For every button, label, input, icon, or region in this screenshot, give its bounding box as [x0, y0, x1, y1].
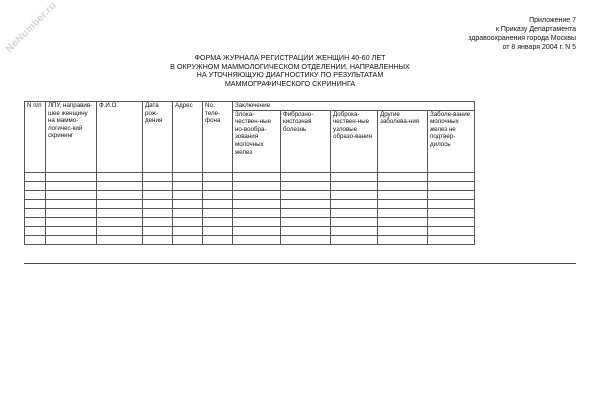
table-cell: [46, 181, 97, 190]
appendix-line: от 8 января 2004 г. N 5: [502, 44, 576, 51]
appendix-line: к Приказу Департамента: [495, 26, 576, 33]
table-cell: [203, 172, 233, 181]
header-birth-date: Дата рож-дения: [143, 102, 173, 173]
table-cell: [378, 199, 428, 208]
table-cell: [203, 199, 233, 208]
table-cell: [46, 190, 97, 199]
table-cell: [173, 226, 203, 235]
table-cell: [281, 181, 331, 190]
table-cell: [378, 208, 428, 217]
table-cell: [143, 172, 173, 181]
table-cell: [97, 199, 143, 208]
header-address: Адрес: [173, 102, 203, 173]
table-row: [25, 199, 475, 208]
title-line: ФОРМА ЖУРНАЛА РЕГИСТРАЦИИ ЖЕНЩИН 40-60 ЛЕТ: [194, 53, 386, 62]
table-cell: [46, 217, 97, 226]
header-not-confirmed: Заболе-вание молочных желез не подтвер-дилось: [428, 110, 475, 172]
table-cell: [428, 217, 475, 226]
table-row: [25, 181, 475, 190]
table-cell: [331, 226, 378, 235]
table-cell: [25, 226, 46, 235]
table-cell: [25, 235, 46, 244]
appendix-line: здравоохранения города Москвы: [468, 35, 576, 42]
table-cell: [203, 226, 233, 235]
table-cell: [428, 208, 475, 217]
table-cell: [428, 199, 475, 208]
table-row: [25, 172, 475, 181]
table-cell: [97, 172, 143, 181]
table-cell: [25, 199, 46, 208]
table-row: [25, 217, 475, 226]
table-cell: [281, 235, 331, 244]
table-cell: [378, 217, 428, 226]
table-cell: [378, 181, 428, 190]
table-cell: [25, 181, 46, 190]
table-cell: [233, 208, 281, 217]
table-cell: [97, 217, 143, 226]
table-cell: [25, 208, 46, 217]
table-cell: [25, 172, 46, 181]
table-cell: [173, 235, 203, 244]
table-cell: [97, 181, 143, 190]
table-cell: [378, 235, 428, 244]
divider: [24, 263, 576, 264]
table-cell: [233, 172, 281, 181]
header-fio: Ф.И.О.: [97, 102, 143, 173]
watermark: NoNumber.ru: [3, 0, 59, 55]
table-cell: [331, 181, 378, 190]
table-cell: [173, 181, 203, 190]
table-cell: [143, 226, 173, 235]
table-cell: [281, 226, 331, 235]
table-cell: [25, 190, 46, 199]
table-row: [25, 208, 475, 217]
table-cell: [46, 235, 97, 244]
table-cell: [233, 235, 281, 244]
table-cell: [281, 190, 331, 199]
table-cell: [173, 190, 203, 199]
title-line: В ОКРУЖНОМ МАММОЛОГИЧЕСКОМ ОТДЕЛЕНИИ, НАПРАВЛЕННЫХ: [170, 61, 410, 71]
table-cell: [143, 208, 173, 217]
table-cell: [281, 199, 331, 208]
table-cell: [46, 208, 97, 217]
registration-table: [24, 101, 475, 245]
table-cell: [428, 235, 475, 244]
header-phone: No. теле-фона: [203, 102, 233, 173]
table-cell: [331, 217, 378, 226]
table-cell: [46, 172, 97, 181]
table-cell: [378, 226, 428, 235]
table-cell: [143, 190, 173, 199]
document-title: [150, 54, 430, 88]
table-cell: [97, 208, 143, 217]
table-cell: [428, 172, 475, 181]
table-cell: [331, 172, 378, 181]
title-line: НА УТОЧНЯЮЩУЮ ДИАГНОСТИКУ ПО РЕЗУЛЬТАТАМ: [196, 70, 384, 79]
table-cell: [233, 181, 281, 190]
header-lpu: ЛПУ, направив-шее женщину на маммо-логичес-кий скрининг: [46, 102, 97, 173]
header-other: Другие заболева-ния: [378, 110, 428, 172]
table-cell: [173, 208, 203, 217]
table-cell: [203, 235, 233, 244]
title-line: МАММОГРАФИЧЕСКОГО СКРИНИНГА: [224, 78, 356, 88]
table-cell: [281, 208, 331, 217]
table-cell: [428, 226, 475, 235]
appendix-note: [468, 16, 576, 52]
table-cell: [97, 235, 143, 244]
table-cell: [173, 172, 203, 181]
table-cell: [331, 208, 378, 217]
header-conclusion: Заключение: [233, 102, 475, 111]
table-cell: [46, 226, 97, 235]
table-cell: [25, 217, 46, 226]
table-cell: [143, 235, 173, 244]
table-cell: [46, 199, 97, 208]
table-cell: [203, 217, 233, 226]
header-fibrocystic: Фиброзно-кистозная болезнь: [281, 110, 331, 172]
table-cell: [233, 199, 281, 208]
table-cell: [203, 208, 233, 217]
table-cell: [378, 190, 428, 199]
table-cell: [173, 199, 203, 208]
table-cell: [203, 190, 233, 199]
table-cell: [378, 172, 428, 181]
table-cell: [428, 190, 475, 199]
table-cell: [143, 217, 173, 226]
table-cell: [281, 172, 331, 181]
table-cell: [97, 226, 143, 235]
table-cell: [203, 181, 233, 190]
header-malignant: Злока-чествен-ные но-вообра-зования молочных желез: [233, 110, 281, 172]
table-cell: [331, 190, 378, 199]
table-cell: [331, 199, 378, 208]
table-cell: [233, 226, 281, 235]
table-cell: [331, 235, 378, 244]
table-row: [25, 235, 475, 244]
table-cell: [233, 190, 281, 199]
table-cell: [233, 217, 281, 226]
table-cell: [428, 181, 475, 190]
table-cell: [97, 190, 143, 199]
table-cell: [143, 181, 173, 190]
table-row: [25, 226, 475, 235]
appendix-line: Приложение 7: [529, 17, 576, 24]
table-cell: [281, 217, 331, 226]
table-cell: [143, 199, 173, 208]
header-number: N п/п: [25, 102, 46, 173]
table-cell: [173, 217, 203, 226]
table-row: [25, 190, 475, 199]
header-benign: Доброка-чествен-ные узловые образо-вания: [331, 110, 378, 172]
